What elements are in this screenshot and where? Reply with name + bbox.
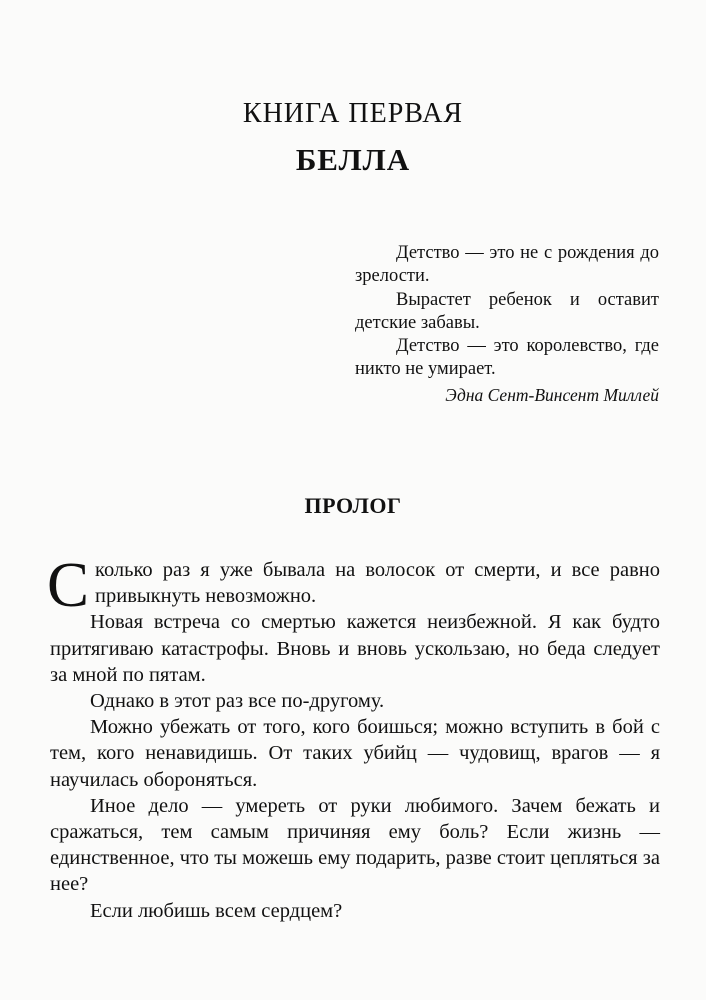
epigraph: [355, 242, 659, 407]
epigraph-line: Детство — это королевство, где никто не умирает.: [355, 336, 659, 380]
epigraph-author: Эдна Сент-Винсент Миллей: [445, 384, 659, 405]
chapter-body: [47, 550, 660, 924]
epigraph-line: Детство — это не с рождения до зрелости.: [355, 243, 659, 287]
epigraph-line: Вырастет ребенок и оставит детские забавы.: [355, 289, 659, 333]
book-part-label: КНИГА ПЕРВАЯ: [242, 98, 464, 129]
drop-cap: С: [47, 550, 90, 620]
body-paragraph: [47, 550, 660, 620]
body-paragraph: Однако в этот раз все по-другому.: [90, 690, 385, 713]
body-paragraph: Новая встреча со смертью кажется неизбежной. Я как будто притягиваю катастрофы. Вновь и вновь ускользаю, но беда следует за мной по пятам.: [50, 611, 660, 686]
body-paragraph: Если любишь всем сердцем?: [90, 899, 343, 922]
body-paragraph: Иное дело — умереть от руки любимого. Зачем бежать и сражаться, тем самым причиняя ему боль? Если жизнь — единственное, что ты можешь ему подарить, разве стоит цепляться за нее?: [50, 794, 660, 896]
body-paragraph: Можно убежать от того, кого боишься; можно вступить в бой с тем, кого ненавидишь. От таких убийц — чудовищ, врагов — я научилась обороняться.: [50, 716, 660, 791]
chapter-title: ПРОЛОГ: [304, 493, 402, 518]
first-paragraph-text: колько раз я уже бывала на волосок от смерти, и все равно привыкнуть невозможно.: [95, 559, 660, 608]
book-part-title: БЕЛЛА: [295, 142, 411, 177]
